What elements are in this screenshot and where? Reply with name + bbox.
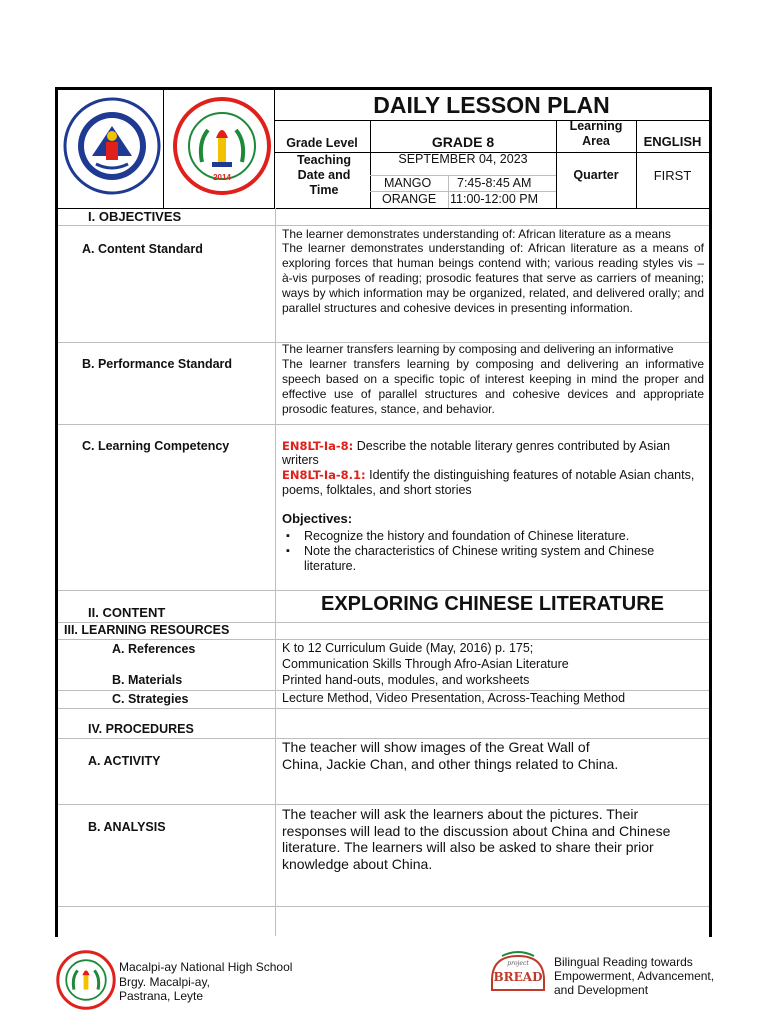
activity-label: A. ACTIVITY (88, 754, 161, 768)
objectives-sublabel: Objectives: (282, 511, 353, 526)
learning-competency-label: C. Learning Competency (82, 439, 230, 453)
performance-standard-line1: The learner transfers learning by composing and delivering an informative (282, 342, 674, 356)
content-heading: II. CONTENT (88, 605, 166, 620)
content-standard-text: The learner demonstrates understanding of: African literature as a means of exploring forces that human beings contend with; various reading styles vis – à-vis purposes of reading; prosodic features that serve as carriers of meaning; ways by which information may be organized, related, and delivered orally; and parallel structures and cohesive devices in presenting information. (282, 241, 704, 315)
competency-2 (282, 468, 702, 498)
teaching-date-label: Teaching Date and Time (297, 153, 351, 197)
section-time-2: 11:00-12:00 PM (450, 192, 539, 206)
competency-code-2: EN8LT-Ia-8.1: (282, 468, 366, 482)
bread-logo-text: BREAD (493, 970, 543, 984)
footer-address-2: Pastrana, Leyte (119, 989, 204, 1003)
section-time-1: 7:45-8:45 AM (457, 176, 532, 190)
quarter-label: Quarter (573, 168, 619, 182)
quarter-value: FIRST (653, 168, 692, 183)
performance-standard-label: B. Performance Standard (82, 357, 233, 371)
learning-area-label: Learning Area (569, 119, 623, 148)
resources-heading: III. LEARNING RESOURCES (64, 623, 230, 637)
content-standard-label: A. Content Standard (82, 242, 203, 256)
competency-text-1: Describe the notable literary genres contributed by Asian writers (282, 439, 671, 467)
grade-level-label: Grade Level (286, 136, 358, 150)
references-line2: Communication Skills Through Afro-Asian Literature (282, 657, 569, 671)
date-value: SEPTEMBER 04, 2023 (398, 152, 528, 166)
competency-1 (282, 439, 702, 467)
competency-text-2: Identify the distinguishing features of notable Asian chants, poems, folktales, and short stories (282, 468, 695, 497)
bread-line-2: Empowerment, Advancement, (554, 969, 715, 983)
bread-line-1: Bilingual Reading towards (554, 955, 693, 969)
section-name-1: MANGO (384, 176, 432, 190)
footer-address-1: Brgy. Macalpi-ay, (119, 975, 210, 989)
page-title: DAILY LESSON PLAN (373, 92, 610, 118)
strategies-value: Lecture Method, Video Presentation, Across-Teaching Method (282, 691, 626, 705)
performance-standard-text: The learner transfers learning by composing and delivering an informative speech based on a specific topic of interest keeping in mind the proper and effective use of parallel structures and cohesive devices and appropriate prosodic features, stance, and behavior. (282, 357, 704, 416)
school-seal-logo (172, 96, 272, 196)
grade-level-value: GRADE 8 (431, 134, 495, 150)
footer-school-name: Macalpi-ay National High School (119, 960, 293, 974)
objective-list (282, 527, 706, 574)
activity-text: The teacher will show images of the Great Wall of China, Jackie Chan, and other things related to China. (282, 739, 619, 772)
objectives-heading: I. OBJECTIVES (88, 209, 182, 224)
section-name-2: ORANGE (382, 192, 437, 206)
strategies-label: C. Strategies (112, 692, 189, 706)
content-title: EXPLORING CHINESE LITERATURE (321, 593, 664, 615)
procedures-heading: IV. PROCEDURES (88, 722, 194, 736)
deped-seal-logo (62, 96, 162, 196)
references-line1: K to 12 Curriculum Guide (May, 2016) p. 175; (282, 641, 534, 655)
competency-code-1: EN8LT-Ia-8: (282, 439, 354, 453)
bread-line-3: and Development (554, 983, 649, 997)
learning-area-value: ENGLISH (643, 134, 702, 149)
objective-item: ▪ Recognize the history and foundation of Chinese literature. (304, 529, 706, 544)
analysis-label: B. ANALYSIS (88, 820, 166, 834)
bread-project-text: project (507, 960, 529, 967)
references-label: A. References (112, 642, 196, 656)
materials-label: B. Materials (112, 673, 183, 687)
footer-school-logo (56, 950, 116, 1010)
svg-text:2014: 2014 (213, 173, 231, 182)
analysis-text: The teacher will ask the learners about the pictures. Their responses will lead to the discussion about China and Chinese literature. The learners will also be asked to share their prior knowledge about China. (282, 806, 671, 872)
objective-item: ▪ Note the characteristics of Chinese writing system and Chinese literature. (304, 544, 706, 574)
bread-logo (488, 950, 548, 996)
content-standard-line1: The learner demonstrates understanding of: African literature as a means (282, 227, 671, 241)
materials-value: Printed hand-outs, modules, and worksheets (282, 673, 530, 687)
